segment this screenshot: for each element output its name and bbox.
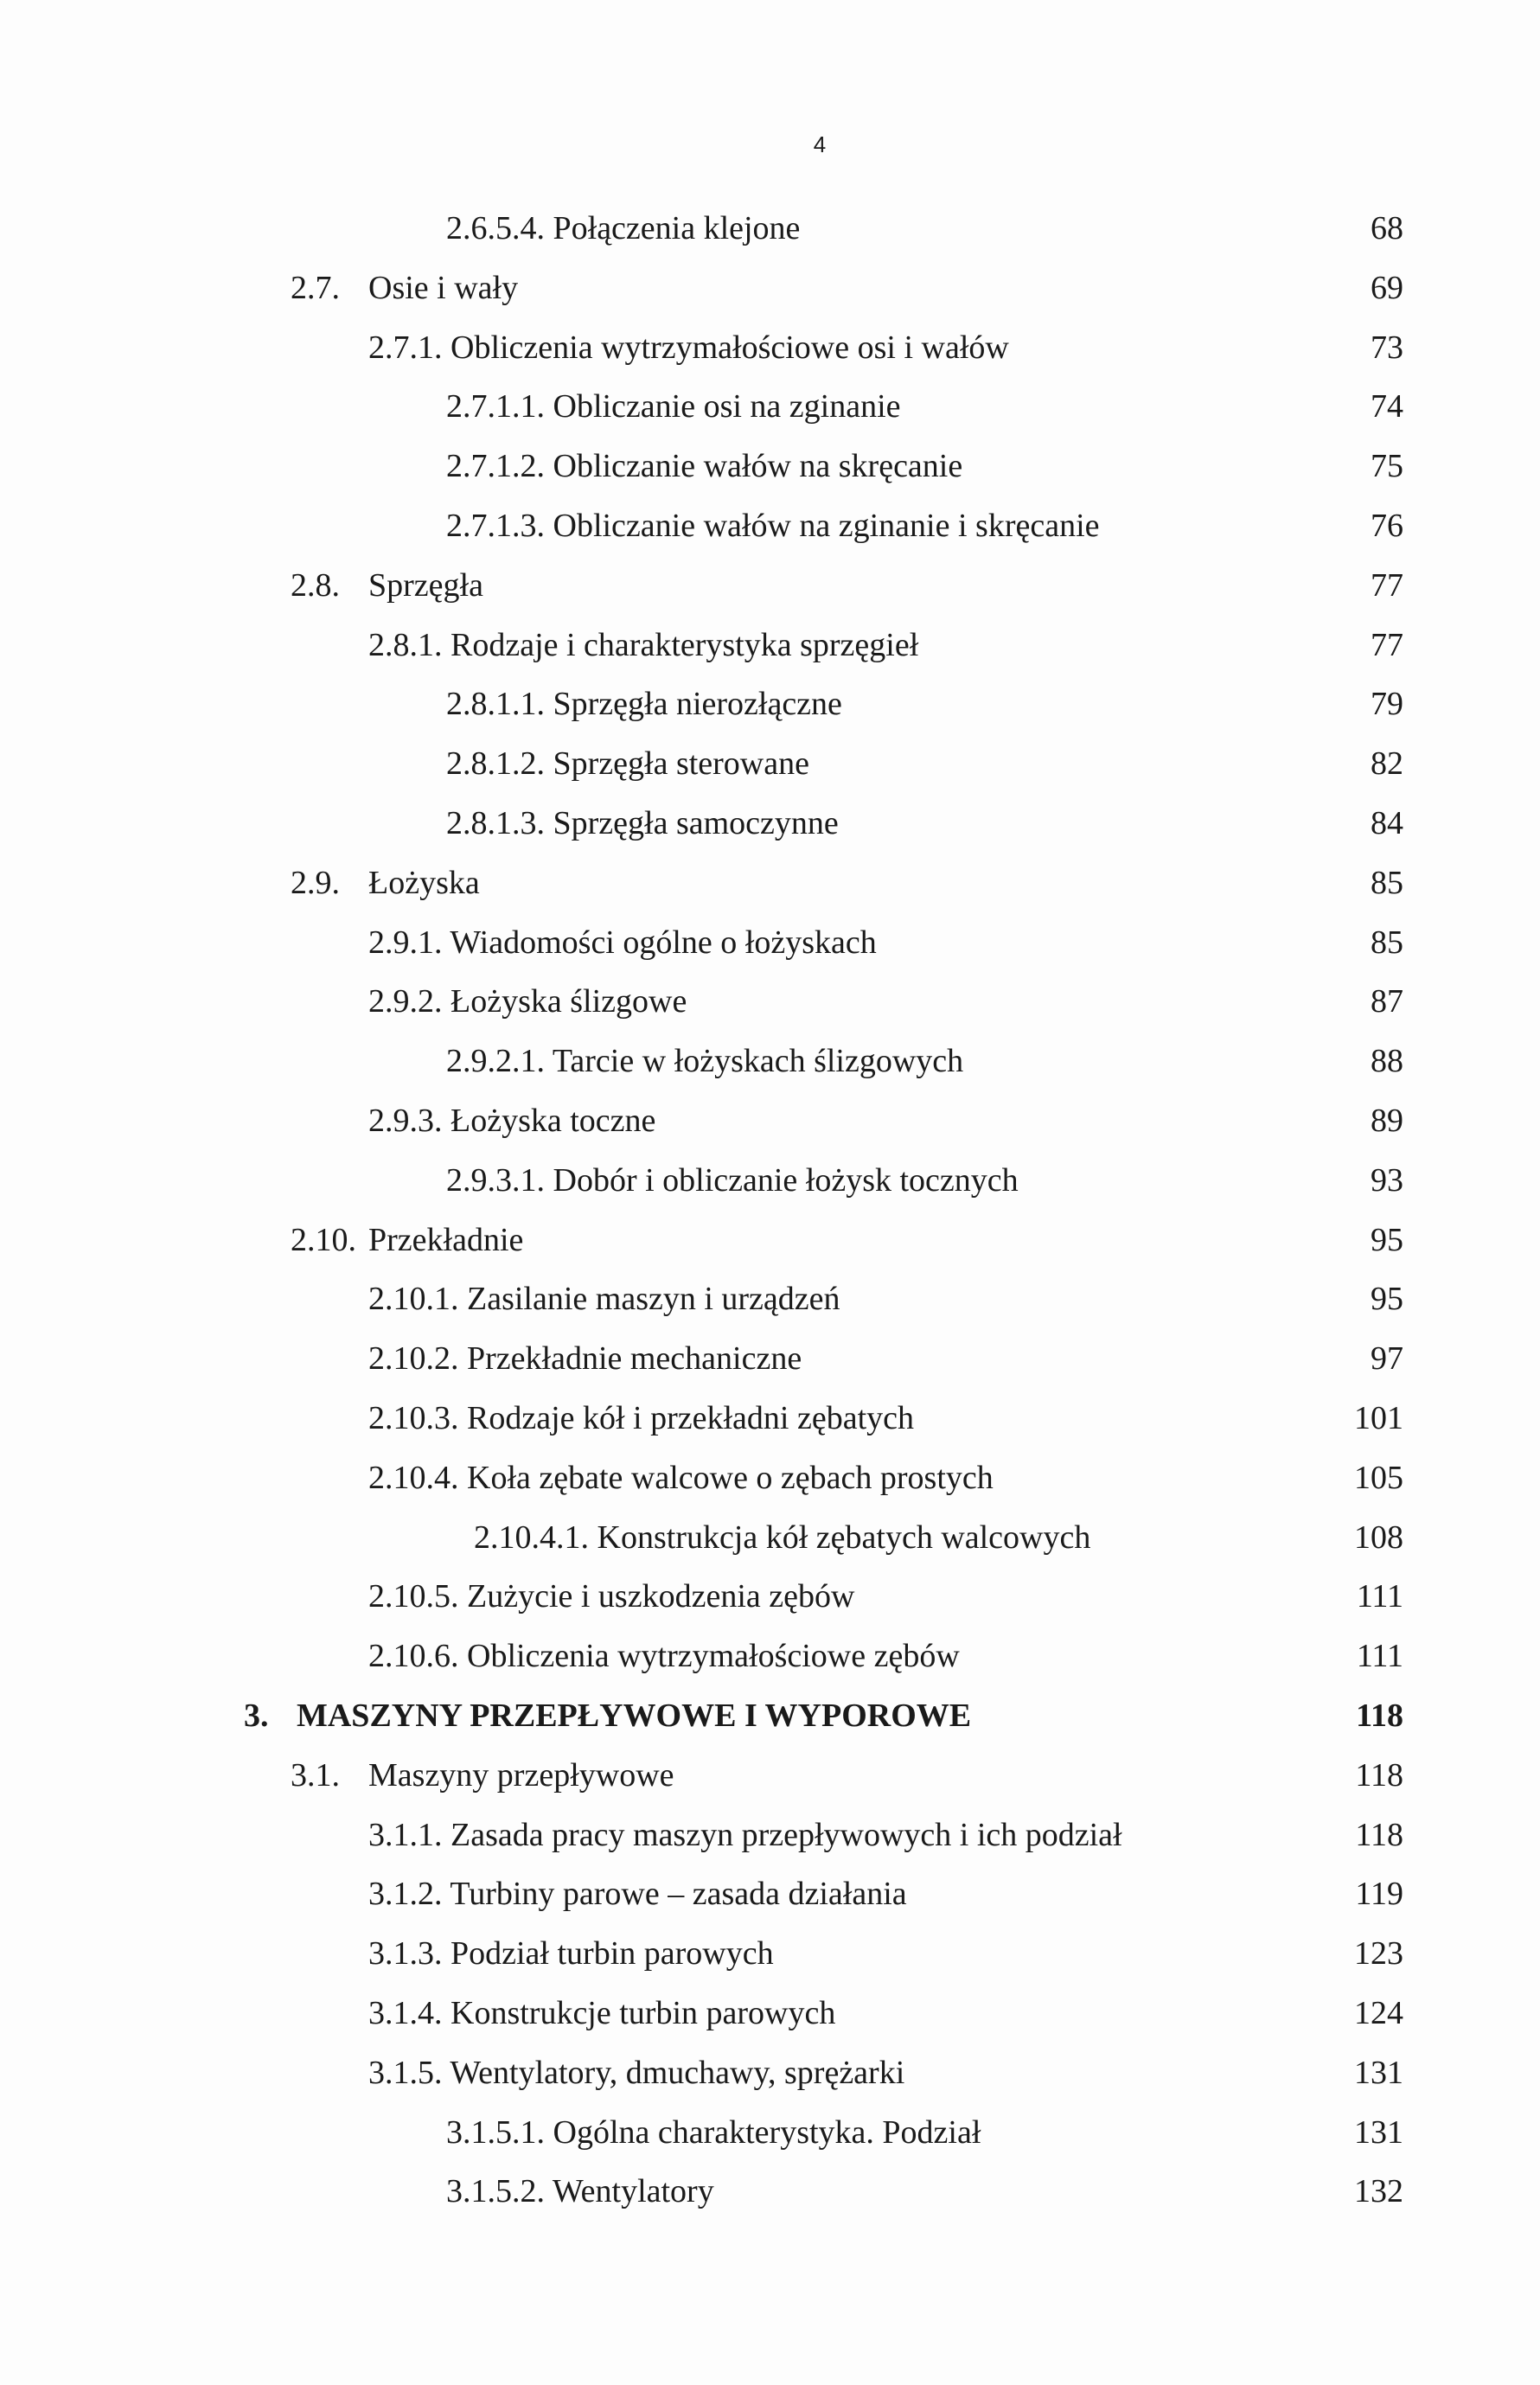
toc-entry-page: 118 bbox=[1356, 1697, 1403, 1734]
toc-entry-title: Łożyska ślizgowe bbox=[450, 983, 687, 1020]
toc-entry-title: Wentylatory, dmuchawy, sprężarki bbox=[450, 2054, 905, 2091]
toc-entry-number: 2.9. bbox=[291, 864, 340, 901]
toc-entry bbox=[0, 2103, 1540, 2163]
toc-entry-title: Obliczanie osi na zginanie bbox=[553, 388, 901, 425]
toc-entry-title: Sprzęgła samoczynne bbox=[553, 804, 839, 841]
toc-entry-title: Sprzęgła bbox=[368, 566, 483, 604]
toc-entry-number: 2.9.1. bbox=[368, 924, 443, 961]
toc-entry-title: Ogólna charakterystyka. Podział bbox=[553, 2113, 981, 2151]
toc-entry-page: 76 bbox=[1371, 507, 1403, 544]
toc-entry-number: 3.1.5.2. bbox=[446, 2173, 545, 2210]
toc-entry bbox=[0, 2162, 1540, 2222]
toc-entry-number: 3.1.1. bbox=[368, 1816, 443, 1853]
toc-entry-title: Sprzęgła nierozłączne bbox=[553, 686, 842, 723]
toc-entry bbox=[0, 1091, 1540, 1151]
toc-entry-label bbox=[446, 377, 901, 437]
toc-entry-page: 132 bbox=[1354, 2173, 1403, 2210]
toc-entry bbox=[0, 496, 1540, 556]
toc-entry bbox=[0, 1627, 1540, 1686]
toc-entry-title: Wentylatory bbox=[552, 2173, 714, 2210]
toc-entry-page: 97 bbox=[1371, 1340, 1403, 1378]
toc-entry-label bbox=[368, 1806, 1122, 1865]
toc-entry-number: 2.10.5. bbox=[368, 1578, 459, 1615]
toc-entry-title: Przekładnie mechaniczne bbox=[467, 1340, 802, 1378]
toc-entry bbox=[0, 1329, 1540, 1389]
toc-entry bbox=[0, 556, 1540, 616]
toc-entry bbox=[0, 259, 1540, 318]
toc-entry-number: 3.1. bbox=[291, 1756, 340, 1794]
toc-entry bbox=[0, 199, 1540, 259]
toc-entry-label bbox=[368, 1924, 774, 1984]
toc-entry bbox=[0, 1746, 1540, 1806]
toc-entry-title: MASZYNY PRZEPŁYWOWE I WYPOROWE bbox=[297, 1697, 972, 1734]
toc-entry-number: 3. bbox=[244, 1697, 269, 1734]
toc-entry-label bbox=[474, 1508, 1090, 1568]
toc-entry-page: 74 bbox=[1371, 388, 1403, 425]
table-of-contents bbox=[0, 199, 1540, 2222]
toc-entry-page: 119 bbox=[1355, 1876, 1403, 1913]
toc-entry-label bbox=[368, 616, 918, 675]
toc-entry bbox=[0, 318, 1540, 378]
toc-entry-title: Obliczenia wytrzymałościowe zębów bbox=[467, 1638, 960, 1675]
toc-entry bbox=[0, 616, 1540, 675]
toc-entry-page: 89 bbox=[1371, 1102, 1403, 1139]
toc-entry-number: 2.9.2. bbox=[368, 983, 443, 1020]
toc-entry-title: Tarcie w łożyskach ślizgowych bbox=[552, 1043, 964, 1080]
toc-entry bbox=[0, 1508, 1540, 1568]
toc-entry-title: Konstrukcje turbin parowych bbox=[450, 1994, 836, 2031]
toc-entry-page: 84 bbox=[1371, 804, 1403, 841]
toc-entry-label bbox=[368, 1984, 835, 2043]
toc-entry-title: Zasilanie maszyn i urządzeń bbox=[467, 1281, 840, 1318]
toc-entry-page: 95 bbox=[1371, 1281, 1403, 1318]
toc-entry-page: 101 bbox=[1354, 1399, 1403, 1436]
toc-entry-label bbox=[368, 1269, 840, 1329]
toc-entry bbox=[0, 913, 1540, 973]
toc-entry bbox=[0, 1211, 1540, 1270]
toc-entry bbox=[0, 1448, 1540, 1508]
toc-entry-title: Połączenia klejone bbox=[553, 210, 801, 246]
toc-entry bbox=[0, 1389, 1540, 1448]
toc-entry-number: 2.6.5.4. bbox=[446, 210, 545, 246]
toc-entry-page: 75 bbox=[1371, 448, 1403, 485]
toc-entry-label bbox=[446, 675, 842, 734]
toc-entry-label bbox=[368, 972, 687, 1032]
toc-entry-label bbox=[368, 1567, 854, 1627]
toc-entry-label bbox=[368, 1329, 802, 1389]
toc-entry bbox=[0, 1151, 1540, 1211]
toc-entry-number: 3.1.5.1. bbox=[446, 2113, 545, 2151]
toc-entry bbox=[0, 1864, 1540, 1924]
toc-entry-label bbox=[446, 1151, 1019, 1211]
toc-entry-label bbox=[446, 437, 962, 496]
toc-entry bbox=[0, 794, 1540, 854]
toc-entry bbox=[0, 2043, 1540, 2103]
toc-entry bbox=[0, 1806, 1540, 1865]
toc-entry-label bbox=[368, 1091, 655, 1151]
toc-entry-label bbox=[368, 1389, 914, 1448]
toc-entry-number: 2.10.2. bbox=[368, 1340, 459, 1378]
toc-entry bbox=[0, 675, 1540, 734]
toc-entry-number: 3.1.4. bbox=[368, 1994, 443, 2031]
toc-entry-page: 93 bbox=[1371, 1161, 1403, 1199]
toc-entry-number: 3.1.2. bbox=[368, 1876, 443, 1913]
toc-entry-title: Łożyska bbox=[368, 864, 480, 901]
toc-entry-title: Zasada pracy maszyn przepływowych i ich podział bbox=[450, 1816, 1122, 1853]
toc-entry-number: 2.8. bbox=[291, 566, 340, 604]
toc-entry bbox=[0, 1984, 1540, 2043]
toc-entry-page: 77 bbox=[1371, 566, 1403, 604]
toc-entry bbox=[0, 1567, 1540, 1627]
toc-entry-number: 2.9.3.1. bbox=[446, 1161, 545, 1199]
toc-entry-title: Podział turbin parowych bbox=[450, 1935, 774, 1973]
toc-entry bbox=[0, 1269, 1540, 1329]
toc-entry bbox=[0, 734, 1540, 794]
toc-entry-number: 2.10.4.1. bbox=[474, 1519, 589, 1556]
toc-entry-page: 95 bbox=[1371, 1221, 1403, 1258]
toc-entry-label bbox=[368, 1448, 994, 1508]
toc-entry bbox=[0, 972, 1540, 1032]
toc-entry-number: 2.10.3. bbox=[368, 1399, 459, 1436]
toc-entry-label bbox=[446, 496, 1100, 556]
toc-entry-number: 2.10.6. bbox=[368, 1638, 459, 1675]
toc-entry-number: 2.7. bbox=[291, 269, 340, 306]
toc-entry-number: 2.10. bbox=[291, 1221, 356, 1258]
toc-entry-label bbox=[446, 794, 839, 854]
toc-entry-page: 131 bbox=[1354, 2054, 1403, 2091]
toc-entry-page: 68 bbox=[1371, 210, 1403, 246]
toc-entry-title: Sprzęgła sterowane bbox=[553, 745, 809, 783]
toc-entry-page: 87 bbox=[1371, 983, 1403, 1020]
toc-entry-title: Koła zębate walcowe o zębach prostych bbox=[467, 1459, 994, 1496]
toc-entry-title: Turbiny parowe – zasada działania bbox=[450, 1876, 907, 1913]
toc-entry-page: 79 bbox=[1371, 686, 1403, 723]
toc-entry-title: Dobór i obliczanie łożysk tocznych bbox=[553, 1161, 1019, 1199]
toc-entry-label bbox=[446, 734, 809, 794]
toc-entry-page: 131 bbox=[1354, 2113, 1403, 2151]
toc-entry-title: Rodzaje kół i przekładni zębatych bbox=[467, 1399, 915, 1436]
toc-entry-label bbox=[368, 318, 1009, 378]
toc-entry-page: 118 bbox=[1355, 1756, 1403, 1794]
toc-entry bbox=[0, 437, 1540, 496]
toc-entry-page: 118 bbox=[1355, 1816, 1403, 1853]
toc-entry-number: 2.8.1.3. bbox=[446, 804, 545, 841]
toc-entry-label bbox=[446, 2103, 981, 2163]
toc-entry-title: Obliczanie wałów na zginanie i skręcanie bbox=[553, 507, 1100, 544]
toc-entry-label bbox=[446, 1032, 963, 1091]
page-number: 4 bbox=[813, 131, 827, 157]
toc-entry-label bbox=[446, 199, 800, 259]
toc-entry-page: 82 bbox=[1371, 745, 1403, 783]
toc-entry-title: Konstrukcja kół zębatych walcowych bbox=[597, 1519, 1091, 1556]
toc-entry-page: 73 bbox=[1371, 329, 1403, 366]
toc-entry-number: 2.8.1.2. bbox=[446, 745, 545, 783]
toc-entry-label bbox=[368, 913, 877, 973]
toc-chapter-entry bbox=[0, 1686, 1540, 1746]
toc-entry-number: 2.7.1. bbox=[368, 329, 443, 366]
toc-entry-title: Osie i wały bbox=[368, 269, 519, 306]
toc-entry-page: 123 bbox=[1354, 1935, 1403, 1973]
toc-entry-title: Zużycie i uszkodzenia zębów bbox=[467, 1578, 855, 1615]
toc-entry-number: 2.7.1.3. bbox=[446, 507, 545, 544]
toc-entry-number: 2.7.1.1. bbox=[446, 388, 545, 425]
toc-entry-number: 2.8.1.1. bbox=[446, 686, 545, 723]
toc-entry-number: 2.10.1. bbox=[368, 1281, 459, 1318]
toc-entry-page: 105 bbox=[1354, 1459, 1403, 1496]
toc-entry-page: 69 bbox=[1371, 269, 1403, 306]
toc-entry-page: 85 bbox=[1371, 864, 1403, 901]
toc-entry-label bbox=[368, 1627, 960, 1686]
toc-entry bbox=[0, 1924, 1540, 1984]
toc-entry-page: 108 bbox=[1354, 1519, 1403, 1556]
toc-entry-number: 2.9.3. bbox=[368, 1102, 443, 1139]
toc-entry-number: 2.10.4. bbox=[368, 1459, 459, 1496]
toc-entry-page: 124 bbox=[1354, 1994, 1403, 2031]
toc-entry-page: 111 bbox=[1356, 1638, 1403, 1675]
toc-entry bbox=[0, 377, 1540, 437]
toc-entry-title: Obliczenia wytrzymałościowe osi i wałów bbox=[450, 329, 1009, 366]
toc-entry-number: 2.9.2.1. bbox=[446, 1043, 545, 1080]
toc-entry-label bbox=[368, 1864, 907, 1924]
toc-entry-label bbox=[368, 2043, 904, 2103]
toc-entry bbox=[0, 1032, 1540, 1091]
toc-entry-title: Maszyny przepływowe bbox=[368, 1756, 674, 1794]
toc-entry-number: 3.1.5. bbox=[368, 2054, 443, 2091]
toc-entry-title: Rodzaje i charakterystyka sprzęgieł bbox=[450, 626, 919, 663]
toc-entry-page: 77 bbox=[1371, 626, 1403, 663]
toc-entry-number: 2.8.1. bbox=[368, 626, 443, 663]
toc-entry-title: Łożyska toczne bbox=[450, 1102, 656, 1139]
toc-entry-page: 88 bbox=[1371, 1043, 1403, 1080]
toc-entry-label bbox=[446, 2162, 714, 2222]
toc-entry bbox=[0, 854, 1540, 913]
toc-entry-title: Obliczanie wałów na skręcanie bbox=[553, 448, 963, 485]
toc-entry-number: 2.7.1.2. bbox=[446, 448, 545, 485]
toc-entry-page: 85 bbox=[1371, 924, 1403, 961]
toc-entry-number: 3.1.3. bbox=[368, 1935, 443, 1973]
toc-entry-title: Przekładnie bbox=[368, 1221, 524, 1258]
toc-entry-title: Wiadomości ogólne o łożyskach bbox=[450, 924, 877, 961]
toc-entry-page: 111 bbox=[1356, 1578, 1403, 1615]
